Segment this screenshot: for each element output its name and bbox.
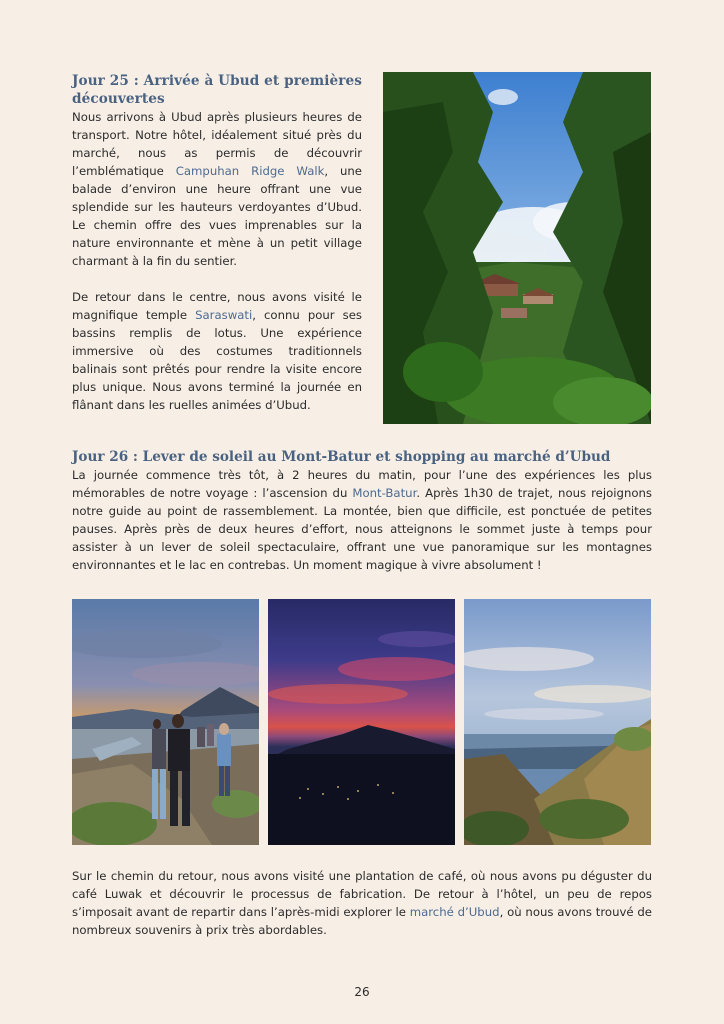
batur-photo-row	[72, 599, 652, 845]
day25-paragraph-1	[72, 108, 362, 270]
day26-section	[72, 448, 652, 574]
day25-p1-text-b: , une balade d’environ une heure offrant une vue splendide sur les hauteurs verdoyantes d’Ubud. Le chemin offre des vues imprenables sur la nature environnante et mène à un petit village charmant à la fin du sentier.	[72, 164, 362, 268]
closing-text-b: , où nous avons trouvé de nombreux souvenirs à prix très abordables.	[72, 905, 652, 937]
closing-section	[72, 867, 652, 939]
day25-p2-text-a: De retour dans le centre, nous avons visité le magnifique temple	[72, 290, 362, 322]
marche-ubud-link[interactable]: marché d’Ubud	[409, 905, 500, 919]
summit-couple-photo	[72, 599, 259, 845]
closing-paragraph	[72, 867, 652, 939]
volcano-sunrise-photo	[268, 599, 455, 845]
day26-text-b: . Après 1h30 de trajet, nous rejoignons notre guide au point de rassemblement. La montée, bien que difficile, est ponctuée de petites pauses. Après près de deux heures d’effort, nous atteignons le sommet juste à temps pour assister à un lever de soleil spectaculaire, offrant une vue panoramique sur les montagnes environnantes et le lac en contrebas. Un moment magique à vivre absolument !	[72, 486, 652, 572]
day26-paragraph	[72, 466, 652, 574]
campuhan-ridge-walk-link[interactable]: Campuhan Ridge Walk	[175, 164, 325, 178]
day25-paragraph-2	[72, 288, 362, 414]
day25-section	[72, 72, 362, 414]
caldera-view-photo	[464, 599, 651, 845]
mont-batur-link[interactable]: Mont-Batur	[352, 486, 417, 500]
day25-p2-text-b: , connu pour ses bassins remplis de lotus. Une expérience immersive où des costumes traditionnels balinais sont prêtés pour rendre la visite encore plus unique. Nous avons terminé la journée en flânant dans les ruelles animées d’Ubud.	[72, 308, 362, 412]
campuhan-ridge-photo	[383, 72, 651, 424]
day25-p1-text-a: Nous arrivons à Ubud après plusieurs heures de transport. Notre hôtel, idéalement situé près du marché, nous as permis de découvrir l’emblématique	[72, 110, 362, 178]
day25-title: Jour 25 : Arrivée à Ubud et premières découvertes	[72, 73, 362, 107]
page-number: 26	[354, 985, 370, 999]
day26-title: Jour 26 : Lever de soleil au Mont-Batur et shopping au marché d’Ubud	[72, 449, 611, 465]
day26-text-a: La journée commence très tôt, à 2 heures du matin, pour l’une des expériences les plus mémorables de notre voyage : l’ascension du	[72, 468, 652, 500]
saraswati-link[interactable]: Saraswati	[195, 308, 253, 322]
closing-text-a: Sur le chemin du retour, nous avons visité une plantation de café, où nous avons pu déguster du café Luwak et découvrir le processus de fabrication. De retour à l’hôtel, un peu de repos s’imposait avant de repartir dans l’après-midi explorer le	[72, 869, 652, 919]
